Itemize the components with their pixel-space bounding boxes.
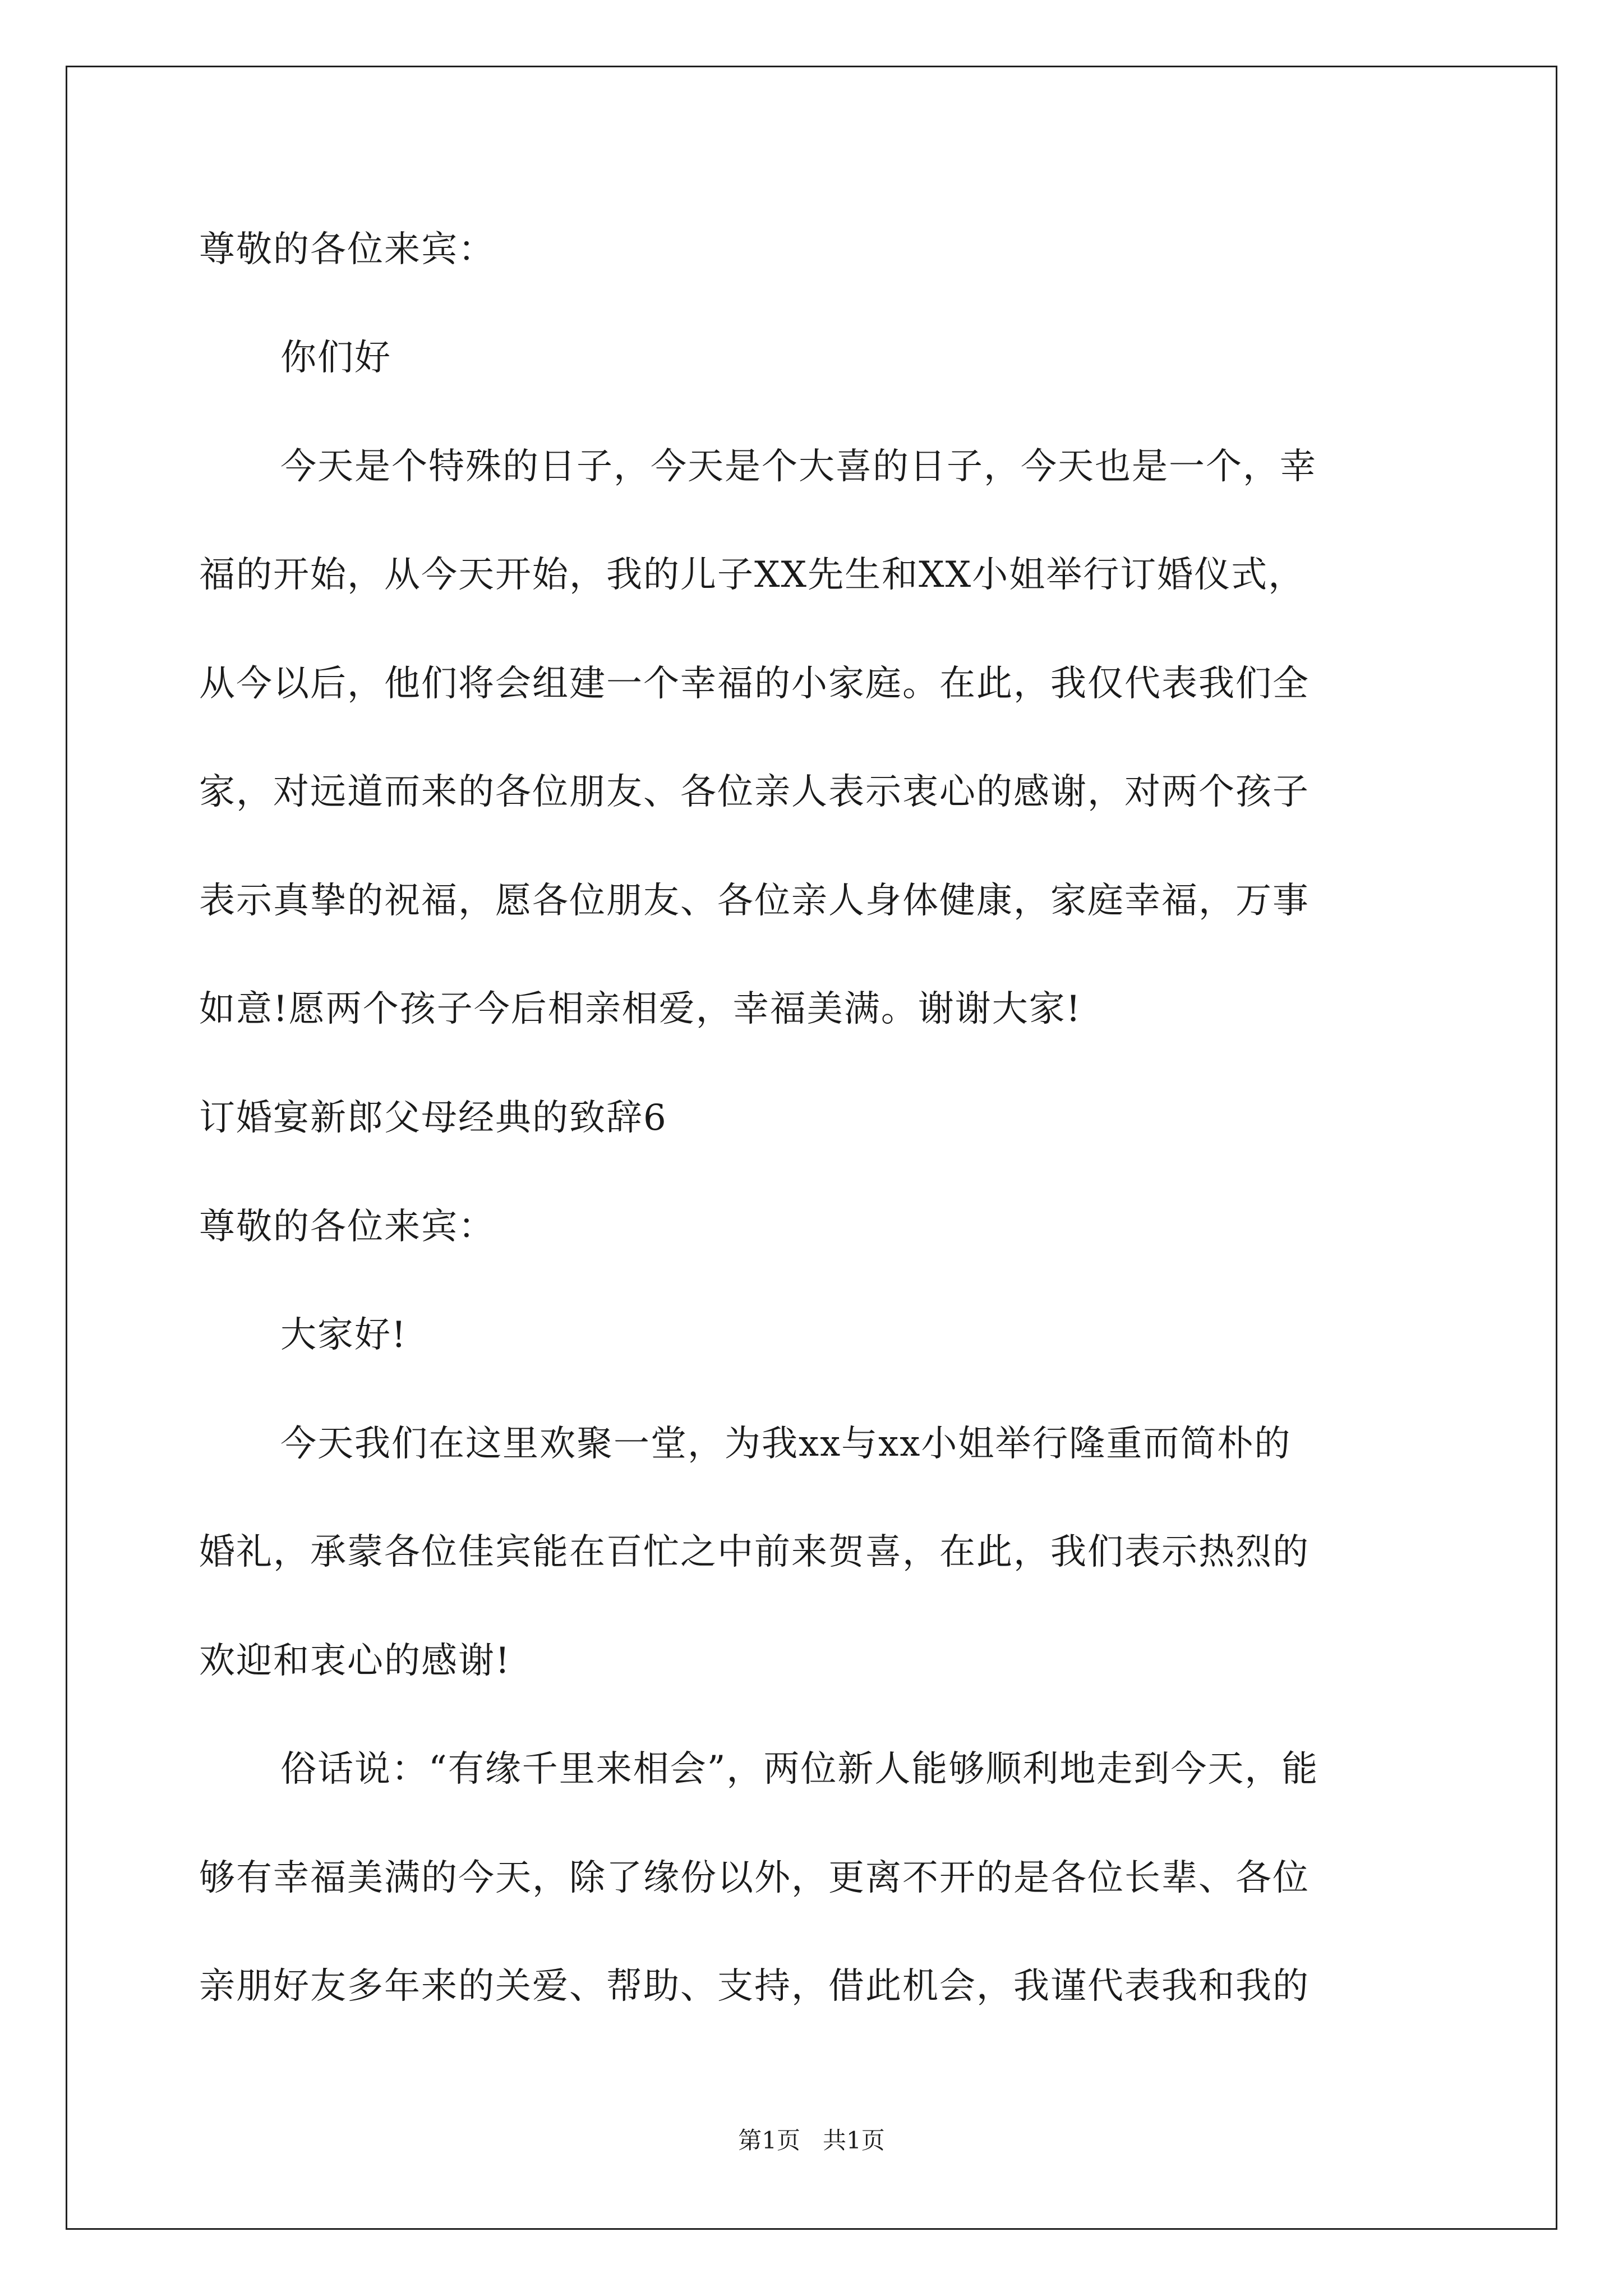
page-border — [66, 66, 1557, 2230]
paragraph-line: 今天是个特殊的日子，今天是个大喜的日子，今天也是一个，幸 — [280, 446, 1317, 487]
paragraph-line: 如意!愿两个孩子今后相亲相爱，幸福美满。谢谢大家! — [199, 988, 1082, 1030]
paragraph-line: 亲朋好友多年来的关爱、帮助、支持，借此机会，我谨代表我和我的 — [199, 1966, 1310, 2007]
paragraph-line: 今天我们在这里欢聚一堂，为我xx与xx小姐举行隆重而简朴的 — [280, 1423, 1292, 1465]
greeting-line: 尊敬的各位来宾： — [199, 1206, 495, 1248]
paragraph-line: 表示真挚的祝福，愿各位朋友、各位亲人身体健康，家庭幸福，万事 — [199, 880, 1310, 922]
page-number-footer: 第1页 共1页 — [738, 2127, 885, 2154]
paragraph-line: 欢迎和衷心的感谢! — [199, 1640, 511, 1682]
paragraph-line: 家，对远道而来的各位朋友、各位亲人表示衷心的感谢，对两个孩子 — [199, 771, 1310, 813]
salutation-line: 你们好 — [280, 337, 391, 379]
paragraph-line: 俗话说：“有缘千里来相会”，两位新人能够顺利地走到今天，能 — [280, 1749, 1319, 1790]
paragraph-line: 福的开始，从今天开始，我的儿子XX先生和XX小姐举行订婚仪式， — [199, 554, 1306, 596]
paragraph-line: 婚礼，承蒙各位佳宾能在百忙之中前来贺喜，在此，我们表示热烈的 — [199, 1531, 1310, 1573]
paragraph-line: 够有幸福美满的今天，除了缘份以外，更离不开的是各位长辈、各位 — [199, 1857, 1310, 1899]
paragraph-line: 从今以后，他们将会组建一个幸福的小家庭。在此，我仅代表我们全 — [199, 663, 1310, 705]
section-heading: 订婚宴新郎父母经典的致辞6 — [199, 1097, 667, 1139]
salutation-line: 大家好! — [280, 1314, 407, 1356]
greeting-line: 尊敬的各位来宾： — [199, 229, 495, 270]
